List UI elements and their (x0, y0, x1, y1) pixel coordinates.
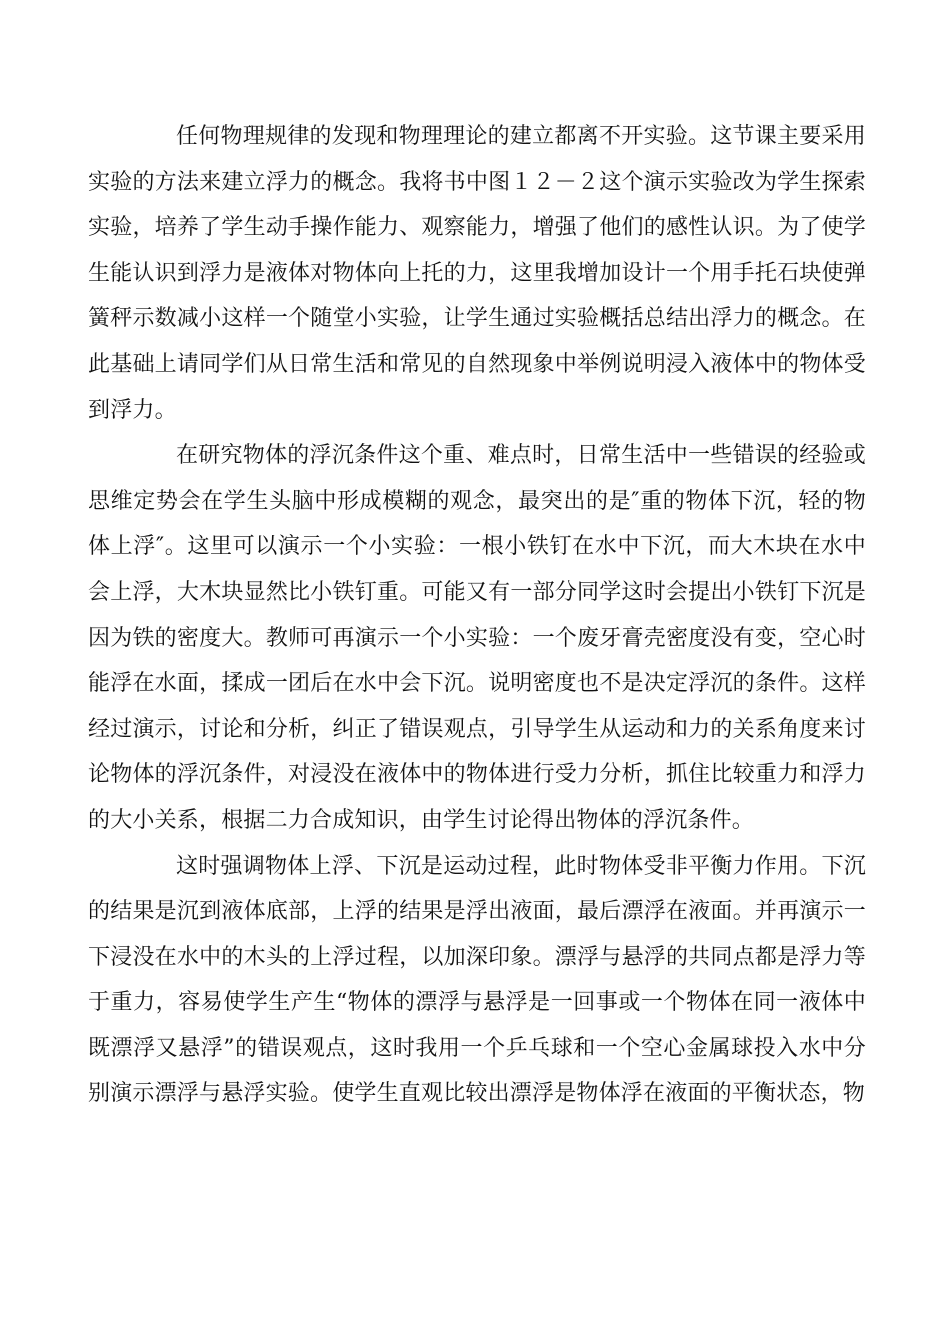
paragraph-1: 任何物理规律的发现和物理理论的建立都离不开实验。这节课主要采用实验的方法来建立浮力的概念。我将书中图１２－２这个演示实验改为学生探索实验，培养了学生动手操作能力、观察能力，增强了他们的感性认识。为了使学生能认识到浮力是液体对物体向上托的力，这里我增加设计一个用手托石块使弹簧秤示数减小这样一个随堂小实验，让学生通过实验概括总结出浮力的概念。在此基础上请同学们从日常生活和常见的自然现象中举例说明浸入液体中的物体受到浮力。 (88, 124, 866, 423)
paragraph-3: 这时强调物体上浮、下沉是运动过程，此时物体受非平衡力作用。下沉的结果是沉到液体底部，上浮的结果是浮出液面，最后漂浮在液面。并再演示一下浸没在水中的木头的上浮过程，以加深印象。漂浮与悬浮的共同点都是浮力等于重力，容易使学生产生“物体的漂浮与悬浮是一回事或一个物体在同一液体中既漂浮又悬浮”的错误观点，这时我用一个乒乓球和一个空心金属球投入水中分别演示漂浮与悬浮实验。使学生直观比较出漂浮是物体浮在液面的平衡状态，物 (88, 853, 866, 1107)
paragraph-2: 在研究物体的浮沉条件这个重、难点时，日常生活中一些错误的经验或思维定势会在学生头脑中形成模糊的观念，最突出的是″重的物体下沉，轻的物体上浮″。这里可以演示一个小实验：一根小铁钉在水中下沉，而大木块在水中会上浮，大木块显然比小铁钉重。可能又有一部分同学这时会提出小铁钉下沉是因为铁的密度大。教师可再演示一个小实验：一个废牙膏壳密度没有变，空心时能浮在水面，揉成一团后在水中会下沉。说明密度也不是决定浮沉的条件。这样经过演示，讨论和分析，纠正了错误观点，引导学生从运动和力的关系角度来讨论物体的浮沉条件，对浸没在液体中的物体进行受力分析，抓住比较重力和浮力的大小关系，根据二力合成知识，由学生讨论得出物体的浮沉条件。 (88, 443, 866, 833)
document-body (88, 114, 866, 1117)
